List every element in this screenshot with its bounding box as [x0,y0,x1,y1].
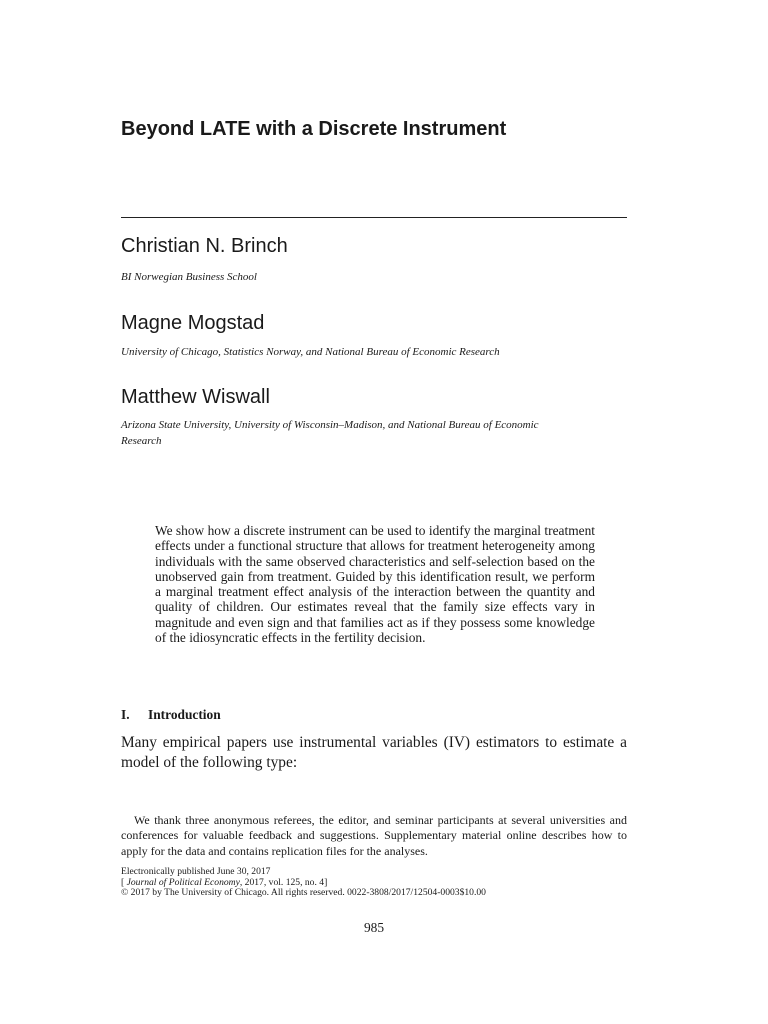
section-heading [121,706,221,724]
journal-name: Journal of Political Economy [126,876,240,888]
paper-title: Beyond LATE with a Discrete Instrument [121,118,507,140]
author-affiliation: BI Norwegian Business School [121,271,257,283]
author-affiliation: University of Chicago, Statistics Norway, and National Bureau of Economic Research [121,346,500,358]
citation-bracket: [ [121,876,125,888]
section-number: I. [121,707,130,722]
title-rule [121,217,627,218]
intro-paragraph: Many empirical papers use instrumental variables (IV) estimators to estimate a model of the following type: [121,734,627,771]
abstract: We show how a discrete instrument can be used to identify the marginal treatment effects under a functional structure that allows for treatment heterogeneity among individuals with the same observed characteristics and self-selection based on the unobserved gain from treatment. Guided by this identification result, we perform a marginal treatment effect analysis of the interaction between the quantity and quality of children. Our estimates reveal that the family size effects vary in magnitude and even sign and that families act as if they possess some knowledge of the idiosyncratic effects in the fertility decision. [155,523,595,646]
author-name: Matthew Wiswall [121,386,270,408]
author-affiliation: Arizona State University, University of Wisconsin–Madison, and National Bureau of Economic Research [121,419,539,447]
publication-info [121,867,627,899]
acknowledgement-footnote: We thank three anonymous referees, the editor, and seminar participants at several universities and conferences for valuable feedback and suggestions. Supplementary material online describes how to apply for the data and contains replication files for the analyses. [121,813,627,858]
author-name: Christian N. Brinch [121,235,288,257]
publication-date: Electronically published June 30, 2017 [121,866,271,877]
section-title: Introduction [148,707,221,722]
author-name: Magne Mogstad [121,312,265,334]
page-number: 985 [363,920,385,935]
copyright-line: © 2017 by The University of Chicago. All rights reserved. 0022-3808/2017/12504-0003$10.00 [121,887,486,899]
citation-details: , 2017, vol. 125, no. 4] [239,876,328,888]
